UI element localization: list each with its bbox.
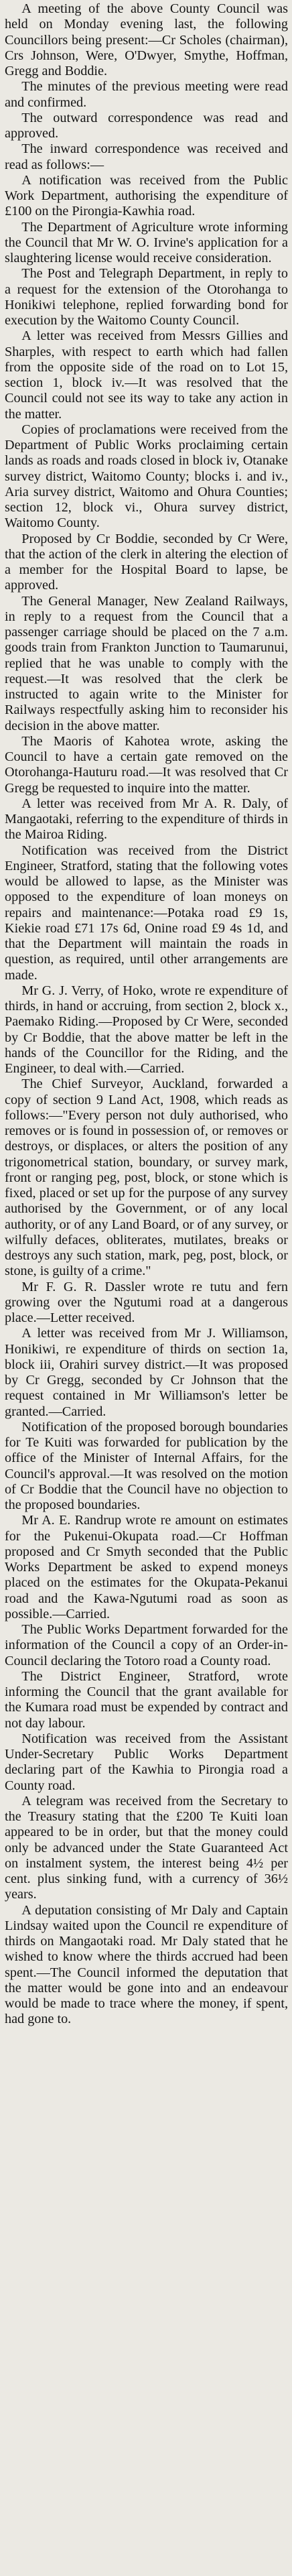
paragraph: Mr A. E. Randrup wrote re amount on estimates for the Pukenui-Okupata road.—Cr Hoffman proposed and Cr Smyth seconded that the Public Works Department be asked to expend moneys placed on the estimates for the Okupata-Pekanui road and the Kawa-Ngutumi road as soon as possible.—Carried. — [5, 1513, 288, 1621]
paragraph: The Department of Agriculture wrote informing the Council that Mr W. O. Irvine's application for a slaughtering license would receive consideration. — [5, 219, 288, 265]
paragraph: The Post and Telegraph Department, in reply to a request for the extension of the Otorohanga to Honikiwi telephone, replied forwarding bond for execution by the Waitomo County Council. — [5, 266, 288, 328]
paragraph: Notification of the proposed borough boundaries for Te Kuiti was forwarded for publication by the office of the Minister of Internal Affairs, for the Council's approval.—It was resolved on the motion of Cr Boddie that the Council have no objection to the proposed boundaries. — [5, 1419, 288, 1512]
paragraph: The General Manager, New Zealand Railways, in reply to a request from the Council that a passenger carriage should be placed on the 7 a.m. goods train from Frankton Junction to Taumarunui, replied that he was unable to comply with the request.—It was resolved that the clerk be instructed to again write to the Minister for Railways respectfully asking him to reconsider his decision in the above matter. — [5, 593, 288, 733]
paragraph: The District Engineer, Stratford, wrote informing the Council that the grant available for the Kumara road must be expended by contract and not day labour. — [5, 1668, 288, 1731]
paragraph: The Maoris of Kahotea wrote, asking the Council to have a certain gate removed on the Otorohanga-Hauturu road.—It was resolved that Cr Gregg be requested to inquire into the matter. — [5, 733, 288, 796]
paragraph: The outward correspondence was read and approved. — [5, 110, 288, 141]
paragraph: The inward correspondence was received and read as follows:— — [5, 141, 288, 172]
paragraph: Notification was received from the Assistant Under-Secretary Public Works Department declaring part of the Kawhia to Pirongia road a County road. — [5, 1731, 288, 1793]
paragraph: Copies of proclamations were received from the Department of Public Works proclaiming certain lands as roads and roads closed in block iv, Otanake survey district, Waitomo County; blocks i. and iv., Aria survey district, Waitomo and Ohura Counties; section 12, block vi., Ohura survey district, Waitomo County. — [5, 422, 288, 531]
paragraph: A notification was received from the Public Work Department, authorising the expenditure of £100 on the Pirongia-Kawhia road. — [5, 172, 288, 219]
paragraph: A meeting of the above County Council was held on Monday evening last, the following Councillors being present:—Cr Scholes (chairman), Crs Johnson, Were, O'Dwyer, Smythe, Hoffman, Gregg and Boddie. — [5, 1, 288, 78]
paragraph: Mr F. G. R. Dassler wrote re tutu and fern growing over the Ngutumi road at a dangerous place.—Letter received. — [5, 1279, 288, 1325]
paragraph: The Chief Surveyor, Auckland, forwarded a copy of section 9 Land Act, 1908, which reads as follows:—"Every person not duly authorised, who removes or is found in possession of, or removes or destroys, or displaces, or alters the position of any trigonometrical station, boundary, or survey mark, front or ranging peg, post, block, or stone which is fixed, placed or set up for the purpose of any survey authorised by the Government, or of any local authority, or of any Land Board, or of any survey, or wilfully defaces, obliterates, mutilates, breaks or destroys any such station, mark, peg, post, block, or stone, is guilty of a crime." — [5, 1077, 288, 1279]
paragraph: A telegram was received from the Secretary to the Treasury stating that the £200 Te Kuiti loan appeared to be in order, but that the money could only be advanced under the State Guaranteed Act on instalment system, the interest being 4½ per cent. plus sinking fund, with a currency of 36½ years. — [5, 1793, 288, 1902]
paragraph: A deputation consisting of Mr Daly and Captain Lindsay waited upon the Council re expenditure of thirds on Mangaotaki road. Mr Daly stated that he wished to know where the thirds accrued had been spent.—The Council informed the deputation that the matter would be gone into and an endeavour would be made to trace where the money, if spent, had gone to. — [5, 1902, 288, 2027]
paragraph: Notification was received from the District Engineer, Stratford, stating that the following votes would be allowed to lapse, as the Minister was opposed to the expenditure of loan moneys on repairs and maintenance:—Potaka road £9 1s, Kiekie road £71 17s 6d, Onine road £9 4s 1d, and that the Department will maintain the roads in question, as required, until other arrangements are made. — [5, 843, 288, 983]
paragraph: A letter was received from Mr A. R. Daly, of Mangaotaki, referring to the expenditure of thirds in the Mairoa Riding. — [5, 796, 288, 843]
paragraph: Proposed by Cr Boddie, seconded by Cr Were, that the action of the clerk in altering the election of a member for the Hospital Board to lapse, be approved. — [5, 531, 288, 593]
paragraph: Mr G. J. Verry, of Hoko, wrote re expenditure of thirds, in hand or accruing, from section 2, block x., Paemako Riding.—Proposed by Cr Were, seconded by Cr Boddie, that the above matter be left in the hands of the Councillor for the Riding, and the Engineer, to deal with.—Carried. — [5, 983, 288, 1076]
paragraph: The Public Works Department forwarded for the information of the Council a copy of an Order-in-Council declaring the Totoro road a County road. — [5, 1622, 288, 1668]
paragraph: A letter was received from Messrs Gillies and Sharples, with respect to earth which had fallen from the opposite side of the road on to Lot 15, section 1, block iv.—It was resolved that the Council could not see its way to take any action in the matter. — [5, 328, 288, 422]
paragraph: A letter was received from Mr J. Williamson, Honikiwi, re expenditure of thirds on section 1a, block iii, Orahiri survey district.—It was proposed by Cr Gregg, seconded by Cr Johnson that the request contained in Mr Williamson's letter be granted.—Carried. — [5, 1326, 288, 1419]
paragraph: The minutes of the previous meeting were read and confirmed. — [5, 79, 288, 110]
